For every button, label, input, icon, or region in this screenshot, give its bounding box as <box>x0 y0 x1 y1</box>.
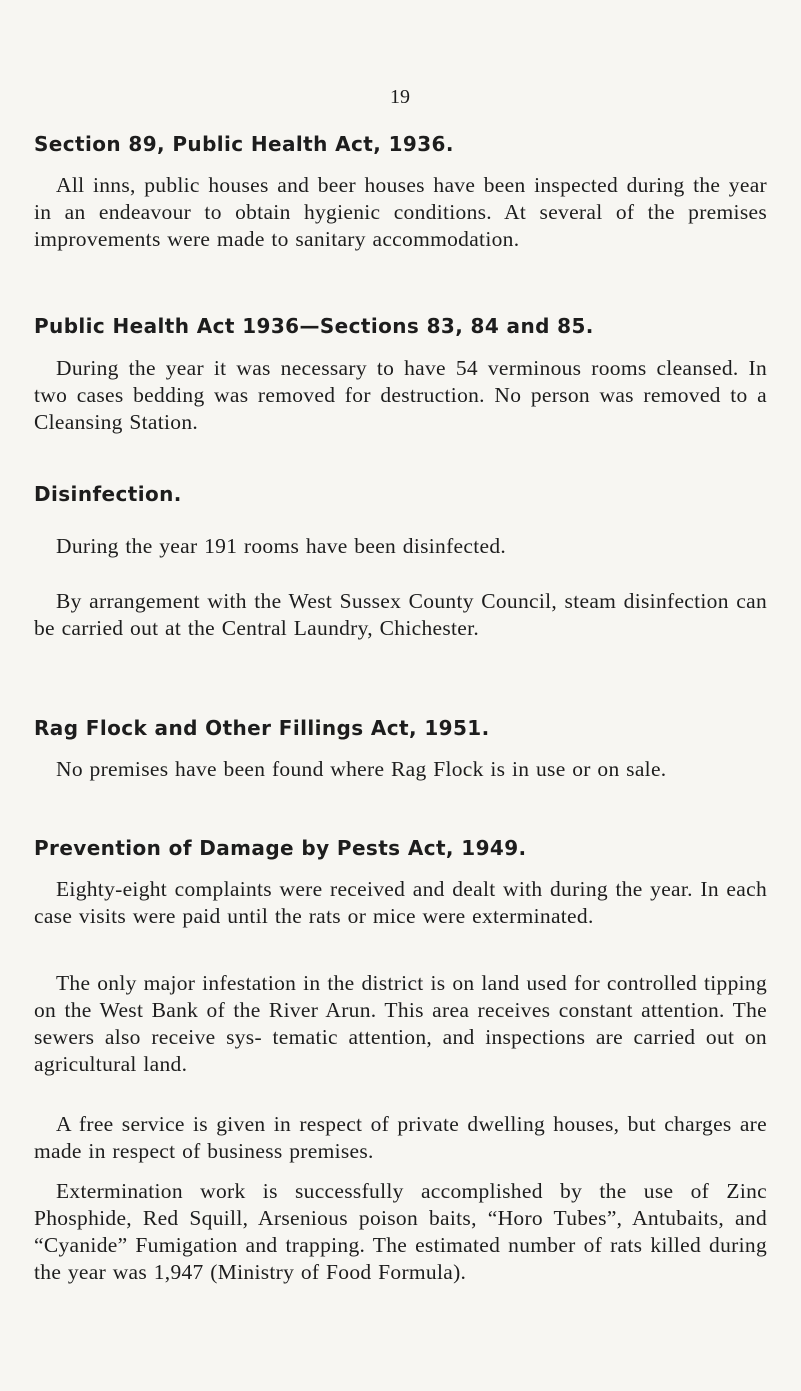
paragraph-extermination-methods: Extermination work is successfully accomplished by the use of Zinc Phosphide, Red Squill, Arsenious poison baits, “Horo Tubes”, Antubaits, and “Cyanide” Fumigation and trapping. The estimated number of rats killed during the year was 1,947 (Ministry of Food Formula). <box>34 1179 767 1284</box>
paragraph-rag-flock: No premises have been found where Rag Flock is in use or on sale. <box>56 757 667 781</box>
paragraph-steam-disinfection: By arrangement with the West Sussex County Council, steam disinfection can be carried out at the Central Laundry, Chichester. <box>34 589 767 640</box>
page-number: 19 <box>390 86 410 108</box>
heading-pests-act: Prevention of Damage by Pests Act, 1949. <box>34 836 527 860</box>
heading-disinfection: Disinfection. <box>34 482 182 506</box>
paragraph-rooms-disinfected: During the year 191 rooms have been disinfected. <box>56 534 507 558</box>
heading-section-89: Section 89, Public Health Act, 1936. <box>34 132 454 156</box>
heading-sections-83-84-85: Public Health Act 1936—Sections 83, 84 and 85. <box>34 314 594 338</box>
heading-rag-flock: Rag Flock and Other Fillings Act, 1951. <box>34 716 490 740</box>
paragraph-inns-inspection: All inns, public houses and beer houses have been inspected during the year in an endeavour to obtain hygienic conditions. At several of the premises improvements were made to sanitary accommodation. <box>34 173 767 251</box>
paragraph-complaints: Eighty-eight complaints were received and dealt with during the year. In each case visits were paid until the rats or mice were exterminated. <box>34 877 767 928</box>
paragraph-verminous-rooms: During the year it was necessary to have 54 verminous rooms cleansed. In two cases bedding was removed for destruction. No person was removed to a Cleansing Station. <box>34 356 767 434</box>
paragraph-free-service: A free service is given in respect of private dwelling houses, but charges are made in respect of business premises. <box>34 1112 767 1163</box>
paragraph-major-infestation: The only major infestation in the district is on land used for controlled tipping on the West Bank of the River Arun. This area receives constant attention. The sewers also receive sys- tematic attention, and inspections are carried out on agricultural land. <box>34 971 767 1076</box>
